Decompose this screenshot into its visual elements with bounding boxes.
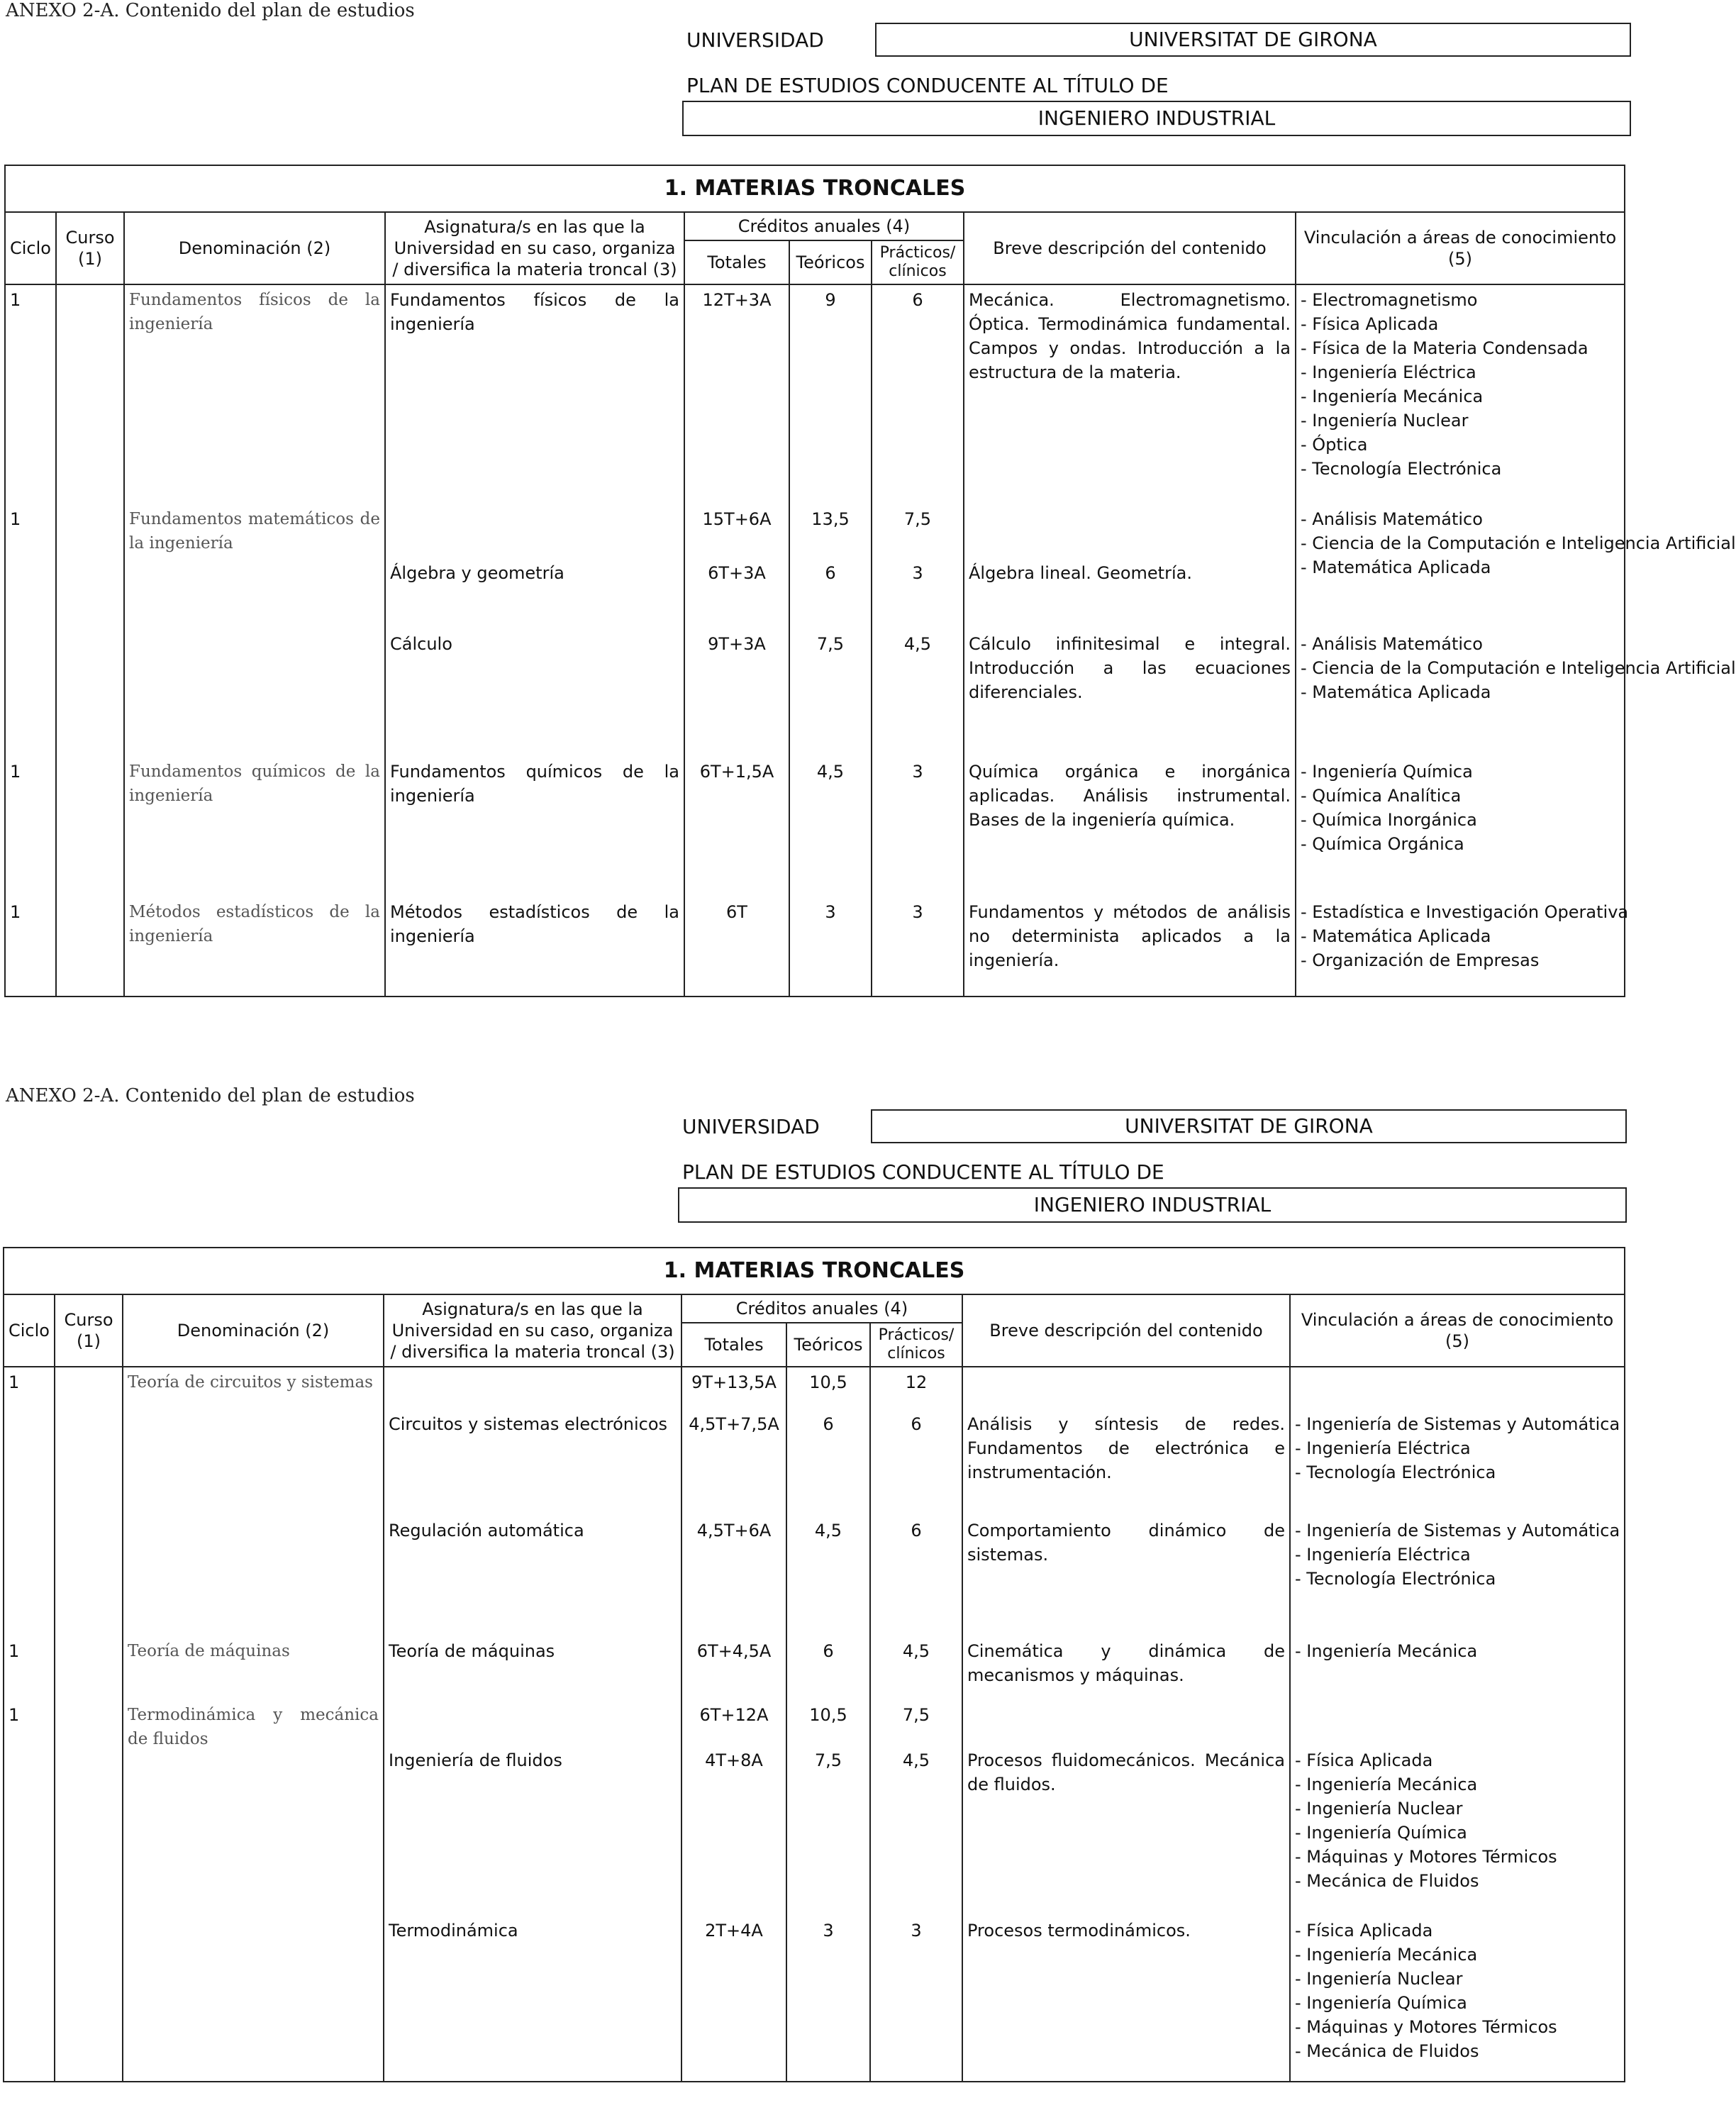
plan-label: PLAN DE ESTUDIOS CONDUCENTE AL TÍTULO DE — [682, 1160, 1164, 1184]
header-vinculacion: Vinculación a áreas de conocimiento (5) — [1290, 1294, 1625, 1367]
ciclo-cell: 1 — [4, 1700, 55, 1745]
teoricos-cell: 4,5 — [789, 757, 872, 897]
header-totales: Totales — [684, 240, 789, 284]
header-asignatura: Asignatura/s en las que la Universidad en su caso, organiza / diversifica la materia troncal (3) — [384, 1294, 681, 1367]
teoricos-cell: 7,5 — [786, 1745, 870, 1916]
descripcion-cell: Procesos termodinámicos. — [962, 1916, 1290, 2082]
area-item: - Ingeniería Eléctrica — [1295, 1545, 1471, 1565]
totales-cell: 6T+4,5A — [681, 1636, 786, 1700]
areas-cell — [1290, 1700, 1625, 1745]
practicos-cell: 4,5 — [870, 1745, 962, 1916]
ciclo-cell — [4, 1916, 55, 2082]
header-denominacion: Denominación (2) — [123, 1294, 384, 1367]
teoricos-cell: 4,5 — [786, 1516, 870, 1636]
area-item: - Ingeniería de Sistemas y Automática — [1295, 1521, 1620, 1541]
header-ciclo: Ciclo — [5, 212, 56, 284]
practicos-cell: 6 — [872, 284, 964, 504]
teoricos-cell: 7,5 — [789, 629, 872, 757]
anexo-heading: ANEXO 2-A. Contenido del plan de estudios — [6, 0, 415, 21]
header-creditos: Créditos anuales (4) — [684, 212, 964, 240]
titulo-name: INGENIERO INDUSTRIAL — [678, 1187, 1627, 1223]
asignatura-cell: Fundamentos químicos de la ingeniería — [385, 757, 684, 897]
area-item: - Ingeniería Química — [1301, 762, 1473, 782]
header-totales: Totales — [681, 1323, 786, 1367]
practicos-cell: 3 — [870, 1916, 962, 2082]
area-item: - Máquinas y Motores Térmicos — [1295, 2017, 1557, 2037]
teoricos-cell: 6 — [789, 558, 872, 629]
practicos-cell: 3 — [872, 757, 964, 897]
header-denominacion: Denominación (2) — [124, 212, 385, 284]
totales-cell: 4,5T+6A — [681, 1516, 786, 1636]
denominacion-cell — [124, 629, 385, 757]
ciclo-cell: 1 — [5, 284, 56, 504]
header-vinculacion: Vinculación a áreas de conocimiento (5) — [1296, 212, 1625, 284]
plan-label: PLAN DE ESTUDIOS CONDUCENTE AL TÍTULO DE — [686, 74, 1169, 97]
ciclo-cell: 1 — [5, 757, 56, 897]
curso-cell — [55, 1409, 123, 1516]
denominacion-cell: Teoría de máquinas — [123, 1636, 384, 1700]
universidad-label: UNIVERSIDAD — [686, 28, 824, 52]
descripcion-cell — [962, 1700, 1290, 1745]
descripcion-cell: Cálculo infinitesimal e integral. Introducción a las ecuaciones diferenciales. — [964, 629, 1296, 757]
denominacion-cell: Teoría de circuitos y sistemas — [123, 1367, 384, 1516]
area-item: - Química Analítica — [1301, 786, 1462, 806]
asignatura-cell: Métodos estadísticos de la ingeniería — [385, 897, 684, 997]
header-ciclo: Ciclo — [4, 1294, 55, 1367]
practicos-cell: 6 — [870, 1409, 962, 1516]
teoricos-cell: 6 — [786, 1636, 870, 1700]
denominacion-cell — [124, 558, 385, 629]
asignatura-cell: Cálculo — [385, 629, 684, 757]
materias-table — [4, 165, 1736, 997]
area-item: - Ingeniería Nuclear — [1295, 1799, 1463, 1819]
areas-cell — [1296, 504, 1736, 629]
header-teoricos: Teóricos — [786, 1323, 870, 1367]
descripcion-cell: Cinemática y dinámica de mecanismos y máquinas. — [962, 1636, 1290, 1700]
teoricos-cell: 10,5 — [786, 1367, 870, 1409]
titulo-name: INGENIERO INDUSTRIAL — [682, 101, 1631, 136]
practicos-cell: 12 — [870, 1367, 962, 1409]
totales-cell: 6T+3A — [684, 558, 789, 629]
teoricos-cell: 3 — [786, 1916, 870, 2082]
header-descripcion: Breve descripción del contenido — [964, 212, 1296, 284]
descripcion-cell: Mecánica. Electromagnetismo. Óptica. Termodinámica fundamental. Campos y ondas. Introducción a la estructura de la materia. — [964, 284, 1296, 504]
curso-cell — [55, 1916, 123, 2082]
ciclo-cell — [5, 558, 56, 629]
ciclo-cell — [5, 629, 56, 757]
teoricos-cell: 3 — [789, 897, 872, 997]
table-row — [4, 1636, 1625, 1700]
header-descripcion: Breve descripción del contenido — [962, 1294, 1290, 1367]
header-teoricos: Teóricos — [789, 240, 872, 284]
practicos-cell: 7,5 — [870, 1700, 962, 1745]
area-item: - Química Orgánica — [1301, 834, 1464, 854]
area-item: - Ciencia de la Computación e Inteligencia Artificial — [1301, 533, 1736, 553]
area-item: - Matemática Aplicada — [1301, 926, 1491, 946]
descripcion-cell — [962, 1367, 1290, 1409]
denominacion-cell: Termodinámica y mecánica de fluidos — [123, 1700, 384, 1916]
table-row — [5, 284, 1625, 504]
curso-cell — [56, 504, 124, 558]
totales-cell: 9T+3A — [684, 629, 789, 757]
universidad-name: UNIVERSITAT DE GIRONA — [871, 1109, 1627, 1143]
materias-table — [3, 1247, 1625, 2082]
table-row — [5, 757, 1625, 897]
practicos-cell: 4,5 — [870, 1636, 962, 1700]
descripcion-cell: Análisis y síntesis de redes. Fundamentos de electrónica e instrumentación. — [962, 1409, 1290, 1516]
areas-cell — [1296, 757, 1625, 897]
area-item: - Ingeniería Mecánica — [1295, 1641, 1478, 1661]
curso-cell — [55, 1745, 123, 1916]
teoricos-cell: 10,5 — [786, 1700, 870, 1745]
area-item: - Mecánica de Fluidos — [1295, 2041, 1479, 2061]
totales-cell: 6T+1,5A — [684, 757, 789, 897]
area-item: - Ingeniería de Sistemas y Automática — [1295, 1414, 1620, 1434]
curso-cell — [55, 1636, 123, 1700]
curso-cell — [56, 757, 124, 897]
ciclo-cell — [4, 1745, 55, 1916]
universidad-name: UNIVERSITAT DE GIRONA — [875, 23, 1631, 57]
table-row — [5, 629, 1625, 757]
ciclo-cell — [4, 1516, 55, 1636]
header-asignatura: Asignatura/s en las que la Universidad en su caso, organiza / diversifica la materia troncal (3) — [385, 212, 684, 284]
areas-cell — [1290, 1367, 1625, 1409]
curso-cell — [56, 897, 124, 997]
area-item: - Tecnología Electrónica — [1295, 1462, 1496, 1482]
area-item: - Organización de Empresas — [1301, 950, 1540, 970]
area-item: - Física Aplicada — [1301, 314, 1439, 334]
area-item: - Mecánica de Fluidos — [1295, 1871, 1479, 1891]
denominacion-cell — [123, 1916, 384, 2082]
practicos-cell: 4,5 — [872, 629, 964, 757]
anexo-heading: ANEXO 2-A. Contenido del plan de estudios — [6, 1085, 415, 1106]
descripcion-cell: Comportamiento dinámico de sistemas. — [962, 1516, 1290, 1636]
header-curso: Curso (1) — [55, 1294, 123, 1367]
area-item: - Óptica — [1301, 435, 1368, 455]
totales-cell: 4T+8A — [681, 1745, 786, 1916]
curso-cell — [55, 1367, 123, 1409]
header-practicos: Prácticos/ clínicos — [870, 1323, 962, 1367]
header-practicos: Prácticos/ clínicos — [872, 240, 964, 284]
totales-cell: 12T+3A — [684, 284, 789, 504]
area-item: - Ingeniería Nuclear — [1301, 411, 1469, 431]
area-item: - Ingeniería Nuclear — [1295, 1969, 1463, 1989]
table-title: 1. MATERIAS TRONCALES — [5, 165, 1625, 212]
curso-cell — [55, 1516, 123, 1636]
asignatura-cell: Ingeniería de fluidos — [384, 1745, 681, 1916]
area-item: - Análisis Matemático — [1301, 634, 1483, 654]
table-row — [4, 1516, 1625, 1636]
table-row — [5, 897, 1625, 997]
teoricos-cell: 6 — [786, 1409, 870, 1516]
curso-cell — [56, 629, 124, 757]
descripcion-cell — [964, 504, 1296, 558]
practicos-cell: 6 — [870, 1516, 962, 1636]
area-item: - Tecnología Electrónica — [1295, 1569, 1496, 1589]
area-item: - Ingeniería Mecánica — [1295, 1945, 1478, 1965]
header-creditos: Créditos anuales (4) — [681, 1294, 962, 1323]
universidad-label: UNIVERSIDAD — [682, 1115, 820, 1138]
asignatura-cell: Teoría de máquinas — [384, 1636, 681, 1700]
totales-cell: 9T+13,5A — [681, 1367, 786, 1409]
ciclo-cell: 1 — [5, 504, 56, 558]
areas-cell — [1296, 284, 1625, 504]
ciclo-cell: 1 — [4, 1636, 55, 1700]
area-item: - Tecnología Electrónica — [1301, 459, 1502, 479]
curso-cell — [56, 558, 124, 629]
table-row — [4, 1916, 1625, 2082]
table-title: 1. MATERIAS TRONCALES — [4, 1248, 1625, 1294]
asignatura-cell — [384, 1367, 681, 1409]
teoricos-cell: 13,5 — [789, 504, 872, 558]
teoricos-cell: 9 — [789, 284, 872, 504]
curso-cell — [56, 284, 124, 504]
area-item: - Física Aplicada — [1295, 1921, 1433, 1941]
totales-cell: 4,5T+7,5A — [681, 1409, 786, 1516]
header-curso: Curso (1) — [56, 212, 124, 284]
practicos-cell: 3 — [872, 558, 964, 629]
asignatura-cell — [385, 504, 684, 558]
areas-cell — [1296, 897, 1629, 997]
totales-cell: 15T+6A — [684, 504, 789, 558]
areas-cell — [1290, 1636, 1625, 1700]
table-row — [4, 1700, 1625, 1745]
area-item: - Análisis Matemático — [1301, 509, 1483, 529]
descripcion-cell: Fundamentos y métodos de análisis no determinista aplicados a la ingeniería. — [964, 897, 1296, 997]
areas-cell — [1290, 1745, 1625, 1916]
table-row — [5, 504, 1625, 558]
asignatura-cell: Termodinámica — [384, 1916, 681, 2082]
totales-cell: 2T+4A — [681, 1916, 786, 2082]
asignatura-cell: Álgebra y geometría — [385, 558, 684, 629]
area-item: - Física de la Materia Condensada — [1301, 338, 1588, 358]
ciclo-cell: 1 — [4, 1367, 55, 1409]
areas-cell — [1290, 1516, 1625, 1636]
areas-cell — [1290, 1916, 1625, 2082]
totales-cell: 6T+12A — [681, 1700, 786, 1745]
denominacion-cell: Fundamentos matemáticos de la ingeniería — [124, 504, 385, 558]
area-item: - Estadística e Investigación Operativa — [1301, 902, 1629, 922]
area-item: - Ingeniería Eléctrica — [1295, 1438, 1471, 1458]
areas-cell — [1296, 629, 1736, 757]
descripcion-cell: Procesos fluidomecánicos. Mecánica de fluidos. — [962, 1745, 1290, 1916]
area-item: - Electromagnetismo — [1301, 290, 1478, 310]
area-item: - Ciencia de la Computación e Inteligencia Artificial — [1301, 658, 1736, 678]
asignatura-cell: Circuitos y sistemas electrónicos — [384, 1409, 681, 1516]
ciclo-cell: 1 — [5, 897, 56, 997]
denominacion-cell: Fundamentos físicos de la ingeniería — [124, 284, 385, 504]
asignatura-cell: Regulación automática — [384, 1516, 681, 1636]
areas-cell — [1290, 1409, 1625, 1516]
descripcion-cell: Álgebra lineal. Geometría. — [964, 558, 1296, 629]
area-item: - Matemática Aplicada — [1301, 682, 1491, 702]
area-item: - Matemática Aplicada — [1301, 557, 1491, 577]
area-item: - Física Aplicada — [1295, 1750, 1433, 1770]
area-item: - Ingeniería Mecánica — [1301, 387, 1484, 406]
area-item: - Ingeniería Química — [1295, 1993, 1467, 2013]
denominacion-cell: Métodos estadísticos de la ingeniería — [124, 897, 385, 997]
denominacion-cell: Fundamentos químicos de la ingeniería — [124, 757, 385, 897]
asignatura-cell — [384, 1700, 681, 1745]
asignatura-cell: Fundamentos físicos de la ingeniería — [385, 284, 684, 504]
practicos-cell: 7,5 — [872, 504, 964, 558]
totales-cell: 6T — [684, 897, 789, 997]
table-row — [4, 1367, 1625, 1409]
descripcion-cell: Química orgánica e inorgánica aplicadas. Análisis instrumental. Bases de la ingeniería química. — [964, 757, 1296, 897]
practicos-cell: 3 — [872, 897, 964, 997]
curso-cell — [55, 1700, 123, 1745]
denominacion-cell — [123, 1516, 384, 1636]
area-item: - Ingeniería Eléctrica — [1301, 362, 1476, 382]
area-item: - Ingeniería Química — [1295, 1823, 1467, 1843]
ciclo-cell — [4, 1409, 55, 1516]
area-item: - Ingeniería Mecánica — [1295, 1775, 1478, 1794]
area-item: - Química Inorgánica — [1301, 810, 1477, 830]
area-item: - Máquinas y Motores Térmicos — [1295, 1847, 1557, 1867]
